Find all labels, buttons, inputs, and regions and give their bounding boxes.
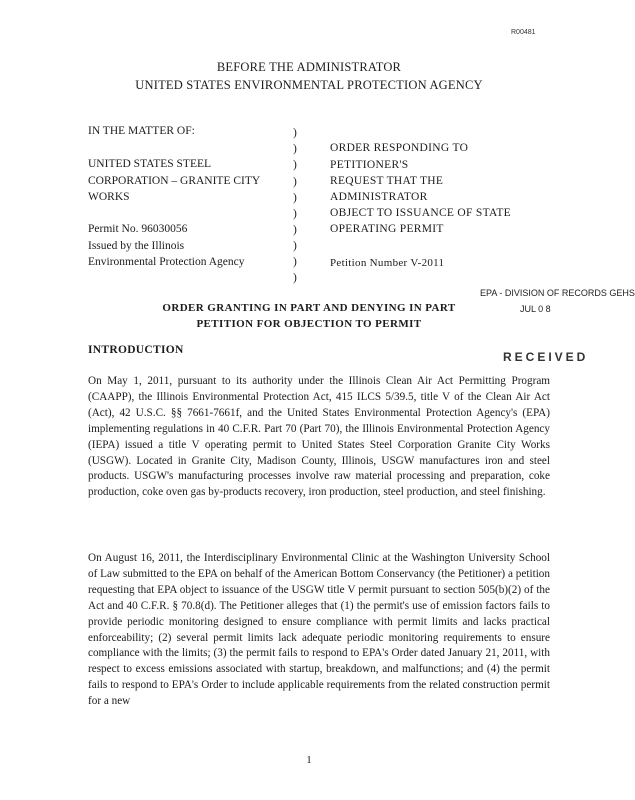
received-stamp-line-2: JUL 0 8 bbox=[520, 304, 551, 314]
caption-left-line: IN THE MATTER OF: bbox=[88, 125, 195, 137]
caption-right-line: OPERATING PERMIT bbox=[330, 223, 444, 235]
body-paragraph-1: On May 1, 2011, pursuant to its authority under the Illinois Clean Air Act Permitting Program (CAAPP), the Illinois Environmental Protection Act, 415 ILCS 5/39.5, title V of the Clean Air Act (Act), 42 U.S.C. §§ 7661-7661f, and the United States Environmental Protection Agency's (EPA) implementing regulations in 40 C.F.R. Part 70 (Part 70), the Illinois Environmental Protection Agency (IEPA) issued a title V operating permit to United States Steel Corporation Granite City Works (USGW). Located in Granite City, Madison County, Illinois, USGW manufactures iron and steel products. USGW's manufacturing processes involve raw material processing and preparation, coke production, coke oven gas by-products recovery, iron production, steel production, and steel finishing. bbox=[88, 375, 550, 499]
document-id-stamp: R00481 bbox=[511, 29, 536, 36]
caption-right-line: REQUEST THAT THE bbox=[330, 175, 444, 187]
caption-right-line: PETITIONER'S bbox=[330, 159, 409, 171]
page-number: 1 bbox=[306, 754, 312, 766]
caption-left-line: CORPORATION – GRANITE CITY bbox=[88, 175, 261, 187]
caption-left-line: WORKS bbox=[88, 191, 130, 203]
header-line-2: UNITED STATES ENVIRONMENTAL PROTECTION AGENCY bbox=[135, 78, 483, 92]
caption-left-line: Environmental Protection Agency bbox=[88, 256, 245, 268]
header-line-1: BEFORE THE ADMINISTRATOR bbox=[216, 60, 402, 74]
received-stamp-line-3: RECEIVED bbox=[503, 350, 589, 364]
caption-right-line: ADMINISTRATOR bbox=[330, 191, 428, 203]
caption-right-line: OBJECT TO ISSUANCE OF STATE bbox=[330, 207, 511, 219]
caption-left-line: Issued by the Illinois bbox=[88, 240, 185, 252]
body-paragraph-2: On August 16, 2011, the Interdisciplinary Environmental Clinic at the Washington University School of Law submitted to the EPA on behalf of the American Bottom Conservancy (the Petitioner) a petition requesting that EPA object to issuance of the USGW title V permit pursuant to section 505(b)(2) of the Act and 40 C.F.R. § 70.8(d). The Petitioner alleges that (1) the permit's use of emission factors fails to provide periodic monitoring designed to ensure compliance with permit limits and lacks practical enforceability; (2) several permit limits lack adequate periodic monitoring requirements to ensure compliance with the limits; (3) the permit fails to respond to EPA's Order dated January 21, 2011, with respect to excess emissions associated with startup, breakdown, and malfunctions; and (4) the permit fails to respond to EPA's Order to include applicable requirements from the related construction permit for a new bbox=[88, 552, 550, 708]
order-title-line-1: ORDER GRANTING IN PART AND DENYING IN PART bbox=[162, 302, 456, 314]
order-title-line-2: PETITION FOR OBJECTION TO PERMIT bbox=[196, 318, 422, 330]
received-stamp-line-1: EPA - DIVISION OF RECORDS GEHS bbox=[480, 288, 635, 298]
caption-right-line: ORDER RESPONDING TO bbox=[330, 142, 469, 154]
caption-left-line: UNITED STATES STEEL bbox=[88, 158, 212, 170]
petition-number: Petition Number V-2011 bbox=[330, 257, 445, 269]
section-heading: INTRODUCTION bbox=[88, 344, 184, 356]
caption-left-line: Permit No. 96030056 bbox=[88, 223, 188, 235]
